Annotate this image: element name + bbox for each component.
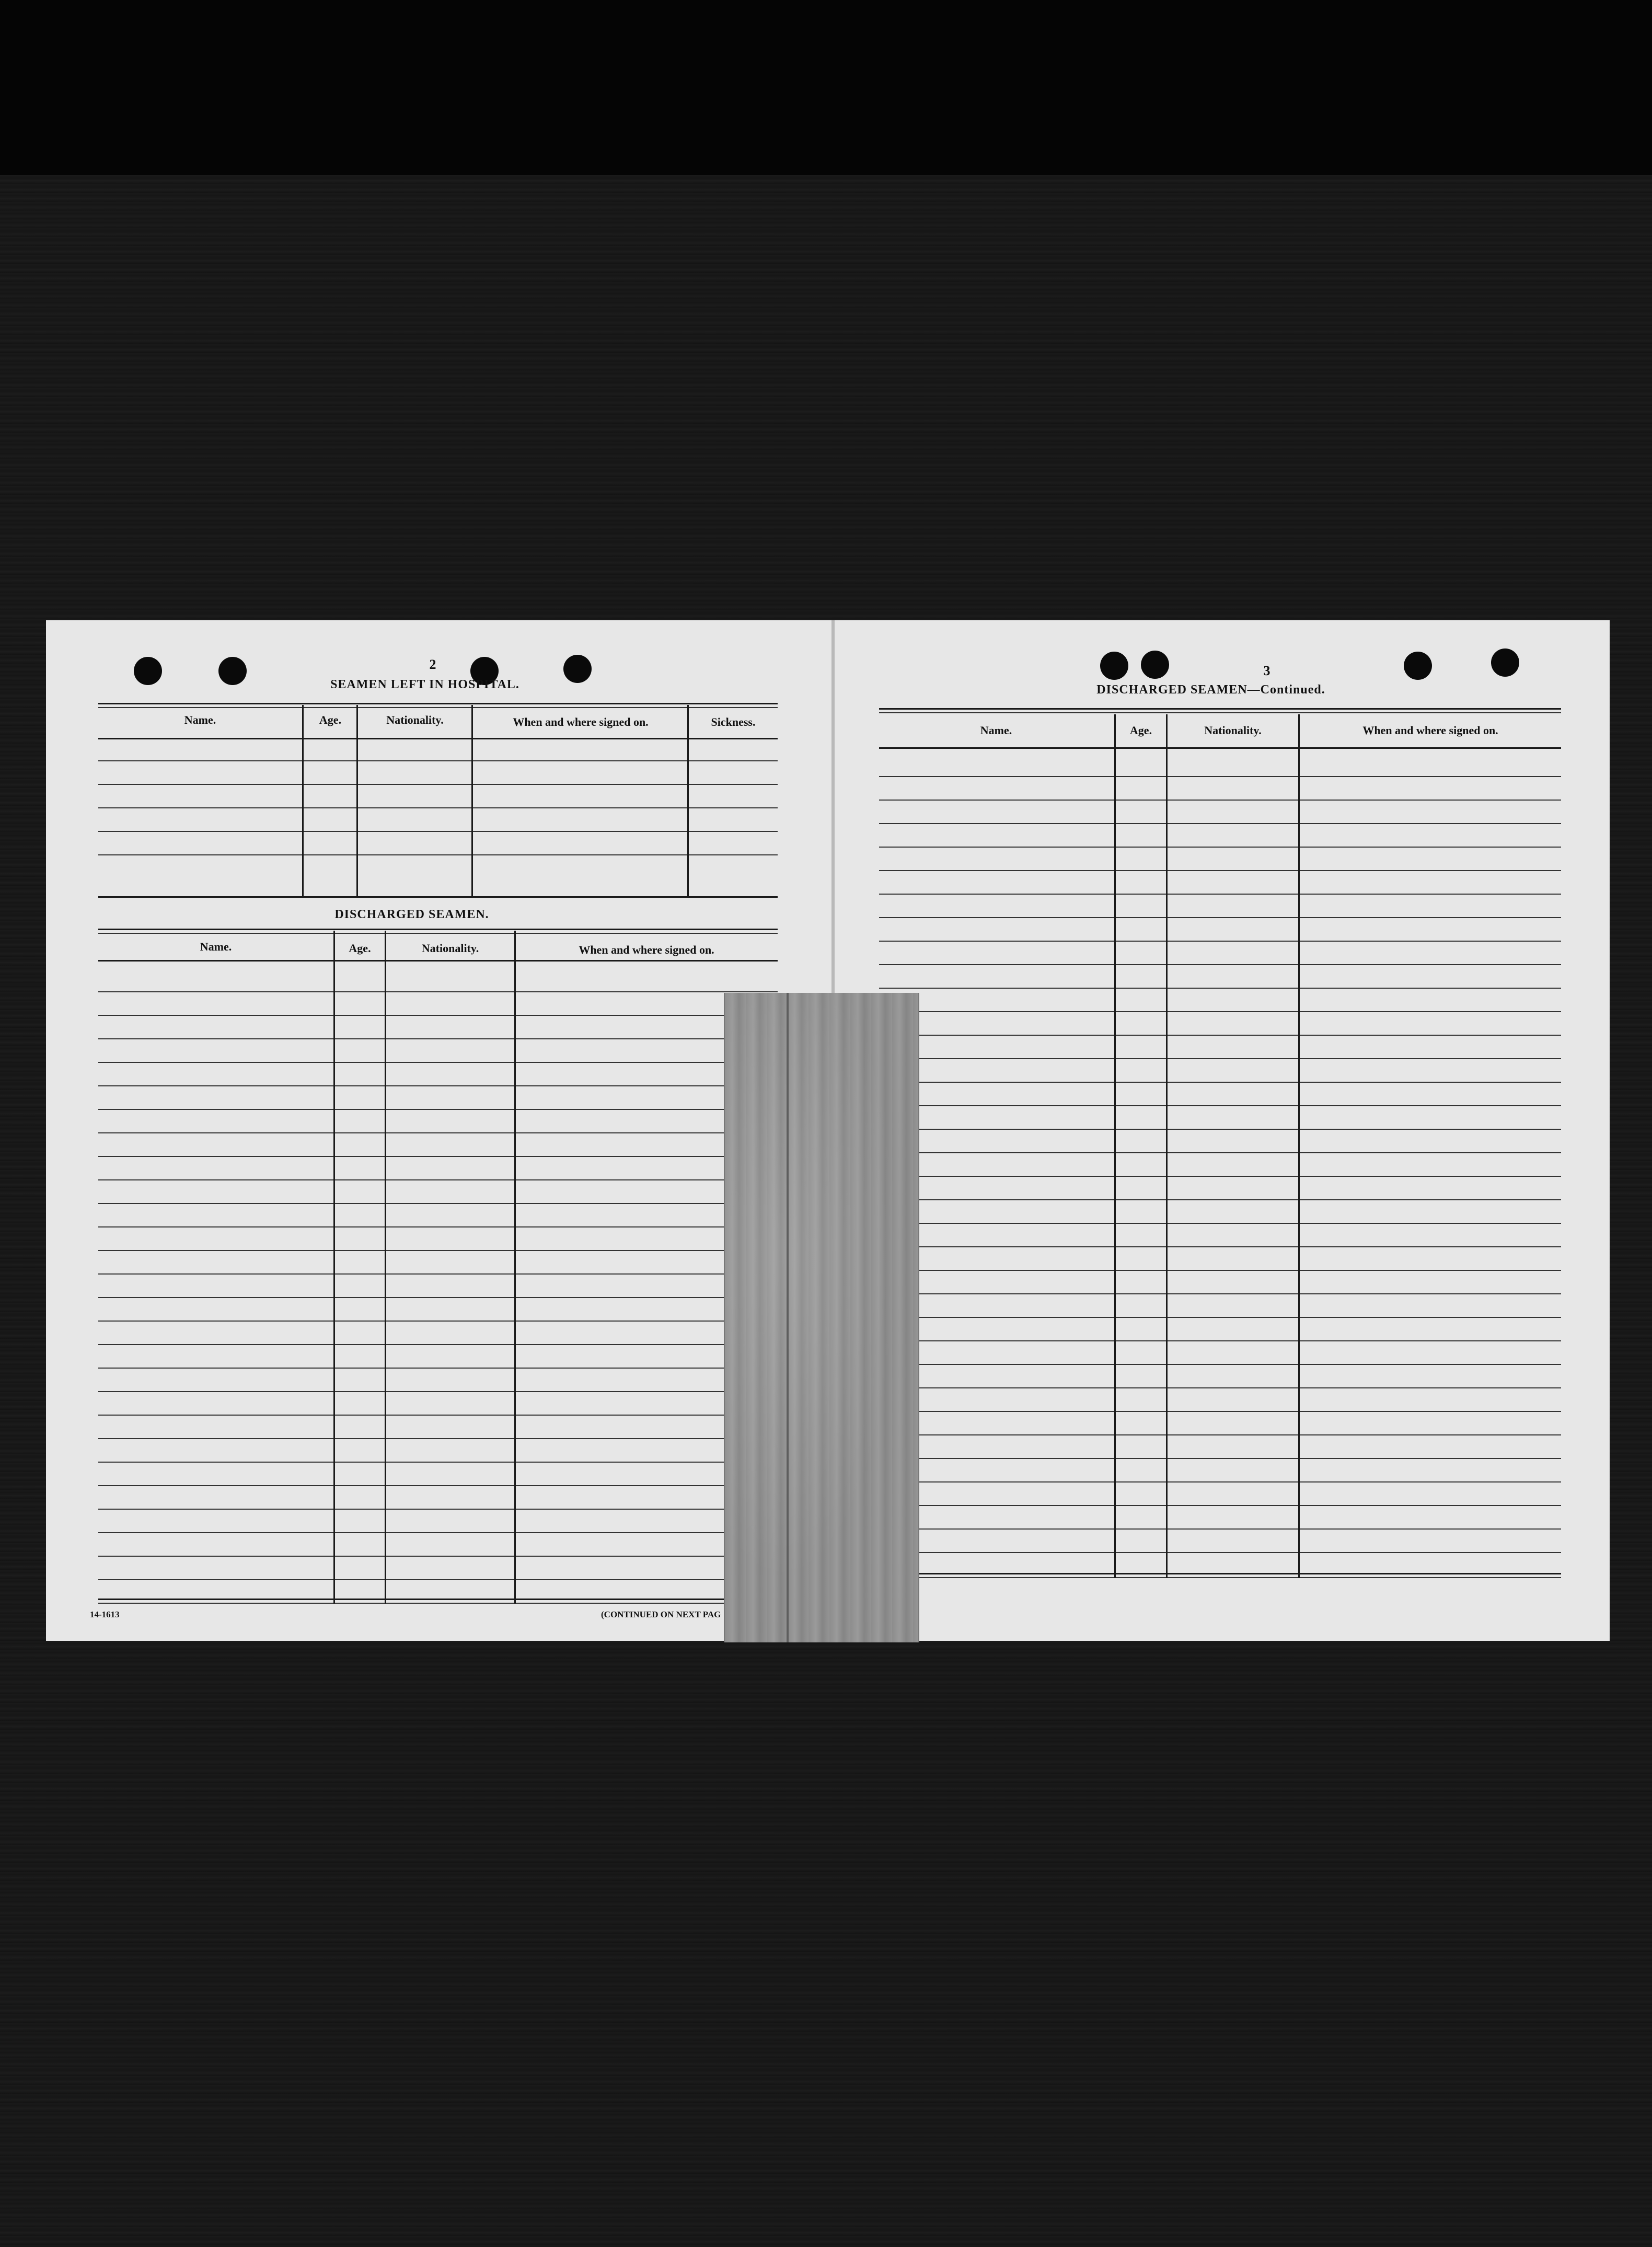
header-rule: [879, 747, 1561, 749]
row-line: [879, 847, 1561, 848]
row-line: [98, 784, 778, 785]
row-line: [879, 917, 1561, 918]
column-header-nationality: Nationality.: [1204, 724, 1262, 737]
rule: [879, 708, 1561, 710]
row-line: [879, 1481, 1561, 1482]
row-line: [98, 1109, 778, 1110]
row-line: [879, 1152, 1561, 1153]
discharged-continued-title: DISCHARGED SEAMEN—Continued.: [1096, 683, 1325, 697]
column-divider: [687, 705, 689, 897]
column-header-nationality: Nationality.: [421, 942, 479, 955]
rule: [98, 933, 778, 934]
rule: [98, 1599, 778, 1600]
punch-hole: [1404, 652, 1432, 680]
header-rule: [98, 960, 778, 962]
tape-strip: [724, 993, 919, 1642]
page-number: 2: [429, 657, 436, 672]
row-line: [98, 1132, 778, 1133]
column-divider: [385, 931, 386, 1604]
row-line: [98, 1015, 778, 1016]
row-line: [98, 1579, 778, 1580]
row-line: [98, 1273, 778, 1275]
rule: [98, 896, 778, 898]
row-line: [879, 1411, 1561, 1412]
hospital-section-title: SEAMEN LEFT IN HOSPITAL.: [330, 678, 519, 691]
row-line: [879, 1176, 1561, 1177]
row-line: [98, 1156, 778, 1157]
row-line: [879, 964, 1561, 965]
row-line: [98, 1462, 778, 1463]
row-line: [879, 1552, 1561, 1553]
column-header-name: Name.: [980, 724, 1012, 737]
row-line: [879, 1387, 1561, 1388]
row-line: [98, 1415, 778, 1416]
row-line: [879, 1364, 1561, 1365]
row-line: [98, 1509, 778, 1510]
row-line: [879, 1129, 1561, 1130]
row-line: [879, 1011, 1561, 1012]
row-line: [98, 1321, 778, 1322]
rule: [98, 703, 778, 704]
rule: [879, 712, 1561, 713]
right-page: [835, 620, 1610, 1641]
left-page: [46, 620, 833, 1641]
row-line: [98, 1391, 778, 1392]
row-line: [879, 894, 1561, 895]
row-line: [879, 1317, 1561, 1318]
row-line: [98, 1062, 778, 1063]
column-header-signed-on: When and where signed on.: [1362, 724, 1498, 737]
row-line: [879, 1505, 1561, 1506]
punch-hole: [134, 657, 162, 685]
column-header-name: Name.: [200, 940, 232, 953]
row-line: [98, 807, 778, 808]
row-line: [879, 776, 1561, 777]
column-divider: [1298, 714, 1300, 1578]
column-divider: [333, 931, 335, 1604]
row-line: [879, 1058, 1561, 1059]
row-line: [98, 1438, 778, 1439]
row-line: [879, 1434, 1561, 1435]
column-header-signed-on: When and where signed on.: [513, 715, 649, 728]
column-header-nationality: Nationality.: [386, 713, 444, 726]
row-line: [98, 831, 778, 832]
continued-note: (CONTINUED ON NEXT PAG: [601, 1609, 721, 1619]
row-line: [879, 1340, 1561, 1341]
row-line: [879, 1246, 1561, 1247]
row-line: [98, 1085, 778, 1086]
punch-hole: [1141, 651, 1169, 679]
column-divider: [1166, 714, 1168, 1578]
row-line: [98, 1368, 778, 1369]
row-line: [98, 1556, 778, 1557]
row-line: [98, 1038, 778, 1039]
rule: [98, 929, 778, 930]
row-line: [98, 854, 778, 855]
row-line: [98, 1226, 778, 1227]
row-line: [879, 1105, 1561, 1106]
row-line: [879, 1223, 1561, 1224]
row-line: [98, 1485, 778, 1486]
header-rule: [98, 738, 778, 739]
column-header-age: Age.: [1129, 724, 1152, 737]
row-line: [98, 1203, 778, 1204]
row-line: [879, 870, 1561, 871]
column-divider: [1114, 714, 1116, 1578]
row-line: [879, 1082, 1561, 1083]
column-divider: [471, 705, 473, 897]
page-number: 3: [1263, 663, 1270, 678]
row-line: [879, 988, 1561, 989]
column-header-age: Age.: [349, 942, 371, 955]
column-header-sickness: Sickness.: [711, 715, 756, 728]
row-line: [98, 1250, 778, 1251]
column-divider: [302, 705, 304, 897]
column-header-age: Age.: [319, 713, 342, 726]
row-line: [879, 1199, 1561, 1200]
column-divider: [514, 931, 516, 1604]
row-line: [98, 991, 778, 992]
rule: [98, 707, 778, 708]
rule: [879, 1577, 1561, 1578]
rule: [98, 1603, 778, 1604]
tape-fold-line: [787, 993, 789, 1642]
row-line: [879, 1458, 1561, 1459]
row-line: [879, 941, 1561, 942]
row-line: [879, 823, 1561, 824]
form-number: 14-1613: [90, 1609, 120, 1619]
punch-hole: [218, 657, 247, 685]
column-header-signed-on: When and where signed on.: [579, 943, 714, 956]
row-line: [879, 1035, 1561, 1036]
row-line: [879, 1293, 1561, 1294]
column-divider: [356, 705, 358, 897]
punch-hole: [1491, 648, 1519, 677]
row-line: [879, 800, 1561, 801]
row-line: [98, 760, 778, 761]
discharged-section-title: DISCHARGED SEAMEN.: [334, 908, 489, 921]
rule: [879, 1573, 1561, 1574]
row-line: [98, 1297, 778, 1298]
punch-hole: [563, 655, 592, 683]
row-line: [98, 1344, 778, 1345]
scan-top-border: [0, 0, 1652, 175]
punch-hole: [1100, 652, 1128, 680]
row-line: [98, 1532, 778, 1533]
column-header-name: Name.: [184, 713, 216, 726]
row-line: [879, 1528, 1561, 1530]
row-line: [98, 1179, 778, 1180]
row-line: [879, 1270, 1561, 1271]
